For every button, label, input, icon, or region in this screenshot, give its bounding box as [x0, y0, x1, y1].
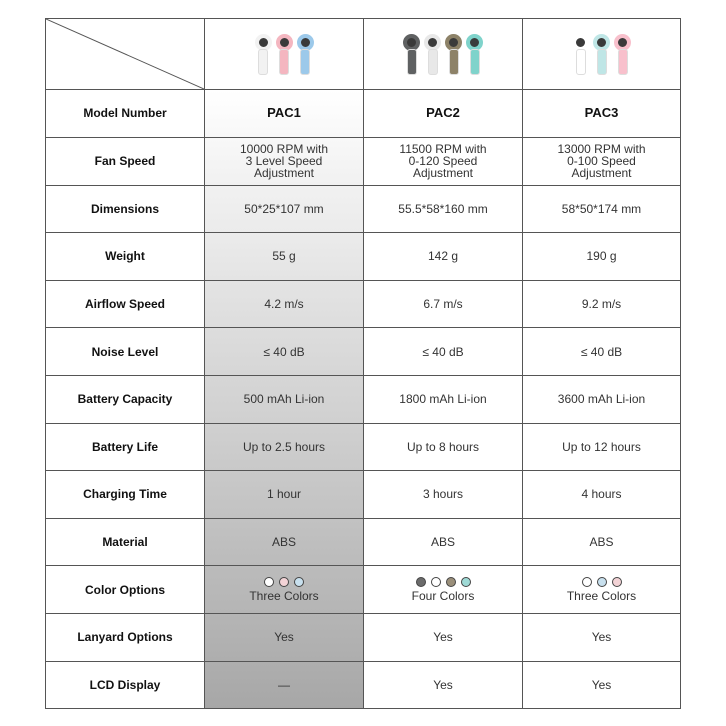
cell-pac3: 3600 mAh Li-ion — [522, 376, 680, 423]
corner-cell — [46, 19, 204, 89]
cell-pac2: 142 g — [363, 233, 522, 280]
cell-line: 0-120 Speed — [408, 154, 478, 169]
cell-pac1: ABS — [204, 519, 363, 566]
row-label: Battery Capacity — [77, 392, 173, 407]
row-label: Model Number — [83, 106, 167, 121]
table-row — [46, 280, 680, 328]
cell-line: 3 Level Speed — [245, 154, 323, 169]
header-row — [46, 19, 680, 89]
product-image-pac2 — [363, 19, 522, 89]
cell-pac3: 58*50*174 mm — [522, 186, 680, 233]
cell-line: 13000 RPM with — [557, 142, 646, 157]
cell-pac3: Yes — [522, 614, 680, 661]
cell-line: Adjustment — [253, 166, 315, 181]
color-swatch-icon — [582, 577, 592, 587]
cell-pac1: 1 hour — [204, 471, 363, 518]
table-row — [46, 375, 680, 423]
row-label: Material — [102, 535, 148, 550]
table-row — [46, 565, 680, 613]
cell-pac3 — [522, 566, 680, 613]
comparison-table — [45, 18, 681, 709]
cell-pac1: PAC1 — [204, 90, 363, 137]
cell-pac1: 50*25*107 mm — [204, 186, 363, 233]
color-swatch-icon — [597, 577, 607, 587]
table-row — [46, 661, 680, 709]
row-label: LCD Display — [89, 677, 161, 692]
row-label: Fan Speed — [94, 154, 156, 169]
cell-pac2: 3 hours — [363, 471, 522, 518]
row-label: Noise Level — [91, 344, 159, 359]
cell-pac2: 55.5*58*160 mm — [363, 186, 522, 233]
cell-pac1: — — [204, 662, 363, 709]
table-row — [46, 185, 680, 233]
row-label: Weight — [105, 249, 145, 264]
cell-line: 0-100 Speed — [567, 154, 636, 169]
table-row — [46, 137, 680, 185]
cell-pac3: 190 g — [522, 233, 680, 280]
cell-pac3: Yes — [522, 662, 680, 709]
cell-pac1: ≤ 40 dB — [204, 328, 363, 375]
cell-line: 10000 RPM with — [239, 142, 329, 157]
row-label: Airflow Speed — [84, 297, 165, 312]
cell-pac1: 55 g — [204, 233, 363, 280]
color-swatch-icon — [264, 577, 274, 587]
color-swatch-icon — [431, 577, 441, 587]
cell-line: 11500 RPM with — [399, 142, 487, 157]
handheld-fan-icon — [445, 34, 462, 75]
cell-pac1: 4.2 m/s — [204, 281, 363, 328]
table-row — [46, 518, 680, 566]
handheld-fan-icon — [593, 34, 610, 75]
handheld-fan-icon — [297, 34, 314, 75]
cell-pac2: 1800 mAh Li-ion — [363, 376, 522, 423]
cell-pac3: ABS — [522, 519, 680, 566]
color-count: Three Colors — [566, 589, 637, 604]
cell-pac2: Yes — [363, 614, 522, 661]
product-image-pac3 — [522, 19, 680, 89]
product-image-pac1 — [204, 19, 363, 89]
cell-pac3: 4 hours — [522, 471, 680, 518]
cell-pac2: Yes — [363, 662, 522, 709]
cell-pac1 — [204, 566, 363, 613]
handheld-fan-icon — [466, 34, 483, 75]
color-count: Four Colors — [411, 589, 475, 604]
color-count: Three Colors — [249, 589, 319, 604]
handheld-fan-icon — [572, 34, 589, 75]
color-swatch-icon — [461, 577, 471, 587]
cell-pac2: ≤ 40 dB — [363, 328, 522, 375]
color-swatch-icon — [612, 577, 622, 587]
row-label: Color Options — [85, 582, 165, 597]
cell-pac2: 6.7 m/s — [363, 281, 522, 328]
cell-pac2: PAC2 — [363, 90, 522, 137]
table-row — [46, 327, 680, 375]
row-label: Dimensions — [90, 201, 159, 216]
color-swatch-icon — [279, 577, 289, 587]
cell-pac1 — [204, 138, 363, 185]
row-label: Charging Time — [83, 487, 167, 502]
handheld-fan-icon — [424, 34, 441, 75]
table-row — [46, 232, 680, 280]
cell-pac2: ABS — [363, 519, 522, 566]
cell-pac3: PAC3 — [522, 90, 680, 137]
color-swatch-icon — [294, 577, 304, 587]
color-swatch-icon — [446, 577, 456, 587]
cell-line: Adjustment — [412, 166, 474, 181]
cell-pac2 — [363, 138, 522, 185]
cell-pac3: ≤ 40 dB — [522, 328, 680, 375]
cell-pac3 — [522, 138, 680, 185]
diagonal-line — [46, 19, 204, 89]
handheld-fan-icon — [614, 34, 631, 75]
table-row — [46, 613, 680, 661]
handheld-fan-icon — [403, 34, 420, 75]
color-swatch-icon — [416, 577, 426, 587]
table-row — [46, 89, 680, 137]
row-label: Battery Life — [91, 439, 159, 454]
table-row — [46, 423, 680, 471]
cell-pac3: Up to 12 hours — [522, 424, 680, 471]
cell-pac1: Up to 2.5 hours — [204, 424, 363, 471]
handheld-fan-icon — [255, 34, 272, 75]
table-row — [46, 470, 680, 518]
cell-pac3: 9.2 m/s — [522, 281, 680, 328]
cell-pac1: 500 mAh Li-ion — [204, 376, 363, 423]
cell-pac2: Up to 8 hours — [363, 424, 522, 471]
cell-line: Adjustment — [571, 166, 632, 181]
cell-pac1: Yes — [204, 614, 363, 661]
row-label: Lanyard Options — [77, 630, 173, 645]
cell-pac2 — [363, 566, 522, 613]
handheld-fan-icon — [276, 34, 293, 75]
